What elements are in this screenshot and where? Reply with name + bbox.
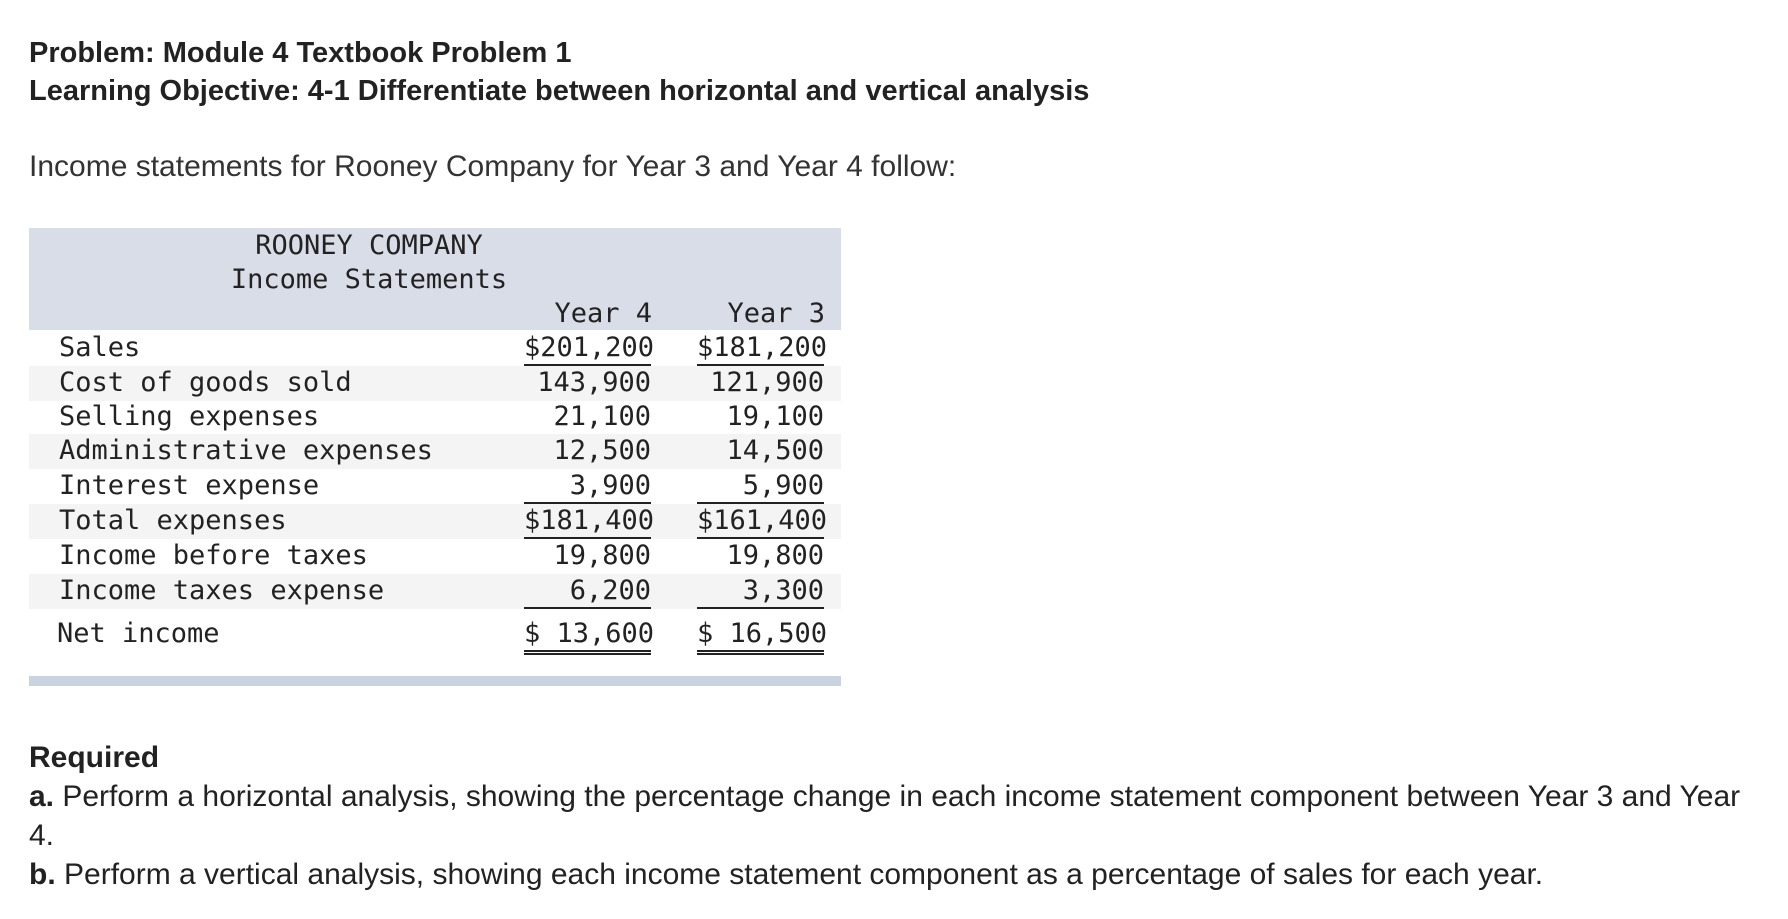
row-label: Selling expenses: [59, 401, 320, 432]
table-row-sales: [29, 331, 841, 366]
row-value-year4: 21,100: [553, 401, 651, 432]
row-value-year3: 121,900: [710, 367, 824, 398]
row-label: Administrative expenses: [59, 435, 433, 466]
row-value-year4: 12,500: [553, 435, 651, 466]
row-label: Net income: [57, 618, 220, 649]
row-value-year3: 3,300: [697, 575, 824, 609]
row-value-year3: $ 16,500: [697, 618, 824, 655]
required-title: Required: [29, 741, 160, 774]
row-value-year4: 19,800: [553, 540, 651, 571]
row-value-year4: 3,900: [524, 470, 651, 504]
item-a-text: Perform a horizontal analysis, showing the percentage change in each income statement component between Year 3 and Year 4.: [29, 780, 1741, 852]
row-value-year4: 6,200: [524, 575, 651, 609]
statement-subtitle: Income Statements: [230, 264, 508, 295]
statement-footer-bar: [29, 676, 841, 686]
table-row-cogs: [29, 366, 841, 401]
row-value-year3: 19,800: [726, 540, 824, 571]
row-value-year4: $201,200: [524, 332, 651, 366]
table-row-income-before-taxes: [29, 539, 841, 574]
required-item-a: [29, 777, 1769, 855]
problem-title: Problem: Module 4 Textbook Problem 1: [29, 37, 572, 69]
row-label: Cost of goods sold: [59, 367, 352, 398]
required-section: [29, 738, 1769, 894]
table-row-total-expenses: [29, 504, 841, 539]
row-value-year3: 14,500: [726, 435, 824, 466]
item-b-text: Perform a vertical analysis, showing each income statement component as a percentage of sales for each year.: [55, 858, 1544, 891]
item-a-label: a.: [29, 780, 55, 813]
learning-objective: Learning Objective: 4-1 Differentiate between horizontal and vertical analysis: [29, 75, 1090, 107]
item-b-label: b.: [29, 858, 56, 891]
table-row-income-taxes: [29, 574, 841, 609]
row-label: Income taxes expense: [59, 575, 385, 606]
row-label: Income before taxes: [59, 540, 368, 571]
row-label: Interest expense: [59, 470, 320, 501]
row-value-year3: $161,400: [697, 505, 824, 539]
table-row-net-income: [29, 617, 841, 665]
row-label: Total expenses: [59, 505, 287, 536]
row-value-year4: $181,400: [524, 505, 651, 539]
intro-text: Income statements for Rooney Company for Year 3 and Year 4 follow:: [29, 150, 957, 183]
row-value-year4: $ 13,600: [524, 618, 651, 655]
table-row-selling-expenses: [29, 400, 841, 435]
column-header-year3: Year 3: [727, 298, 825, 329]
table-row-interest-expense: [29, 469, 841, 504]
row-value-year4: 143,900: [537, 367, 651, 398]
row-value-year3: 19,100: [726, 401, 824, 432]
income-statement-table: [29, 228, 841, 686]
row-label: Sales: [59, 332, 141, 363]
row-value-year3: 5,900: [697, 470, 824, 504]
table-row-admin-expenses: [29, 434, 841, 469]
row-value-year3: $181,200: [697, 332, 824, 366]
required-item-b: [29, 855, 1769, 894]
statement-header: [29, 228, 841, 330]
company-name: ROONEY COMPANY: [255, 230, 483, 261]
column-header-year4: Year 4: [554, 298, 652, 329]
